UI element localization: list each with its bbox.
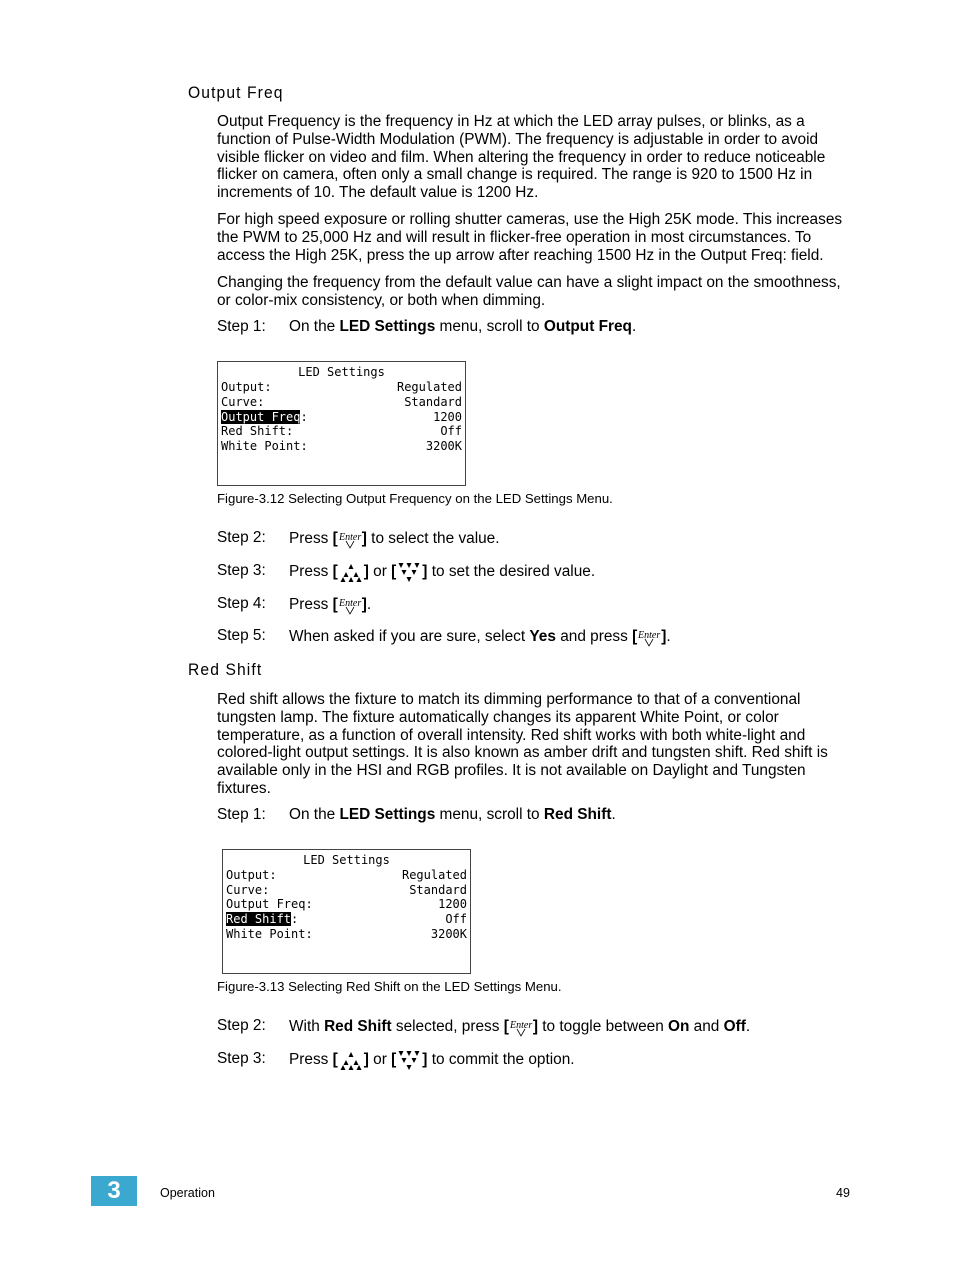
svg-text:Enter: Enter bbox=[509, 1020, 533, 1031]
paragraph: Changing the frequency from the default value can have a slight impact on the smoothness, or color-mix consistency, or both when dimming. bbox=[217, 274, 841, 309]
lcd-row bbox=[226, 868, 467, 883]
svg-text:Enter: Enter bbox=[338, 598, 361, 609]
lcd-row-selected bbox=[221, 410, 462, 425]
page-number: 49 bbox=[836, 1186, 850, 1200]
step-3 bbox=[217, 562, 857, 584]
step-2 bbox=[217, 1017, 857, 1039]
lcd-label-suffix: : bbox=[291, 912, 299, 926]
lcd-value: Standard bbox=[404, 395, 462, 409]
footer-section-name: Operation bbox=[160, 1186, 215, 1200]
up-arrow-key-icon bbox=[338, 562, 364, 582]
step-1 bbox=[217, 318, 857, 338]
step-3 bbox=[217, 1050, 857, 1072]
step-label: Step 1: bbox=[217, 318, 266, 335]
lcd-label: Output Freq: bbox=[226, 897, 313, 911]
step-2 bbox=[217, 529, 857, 551]
step-label: Step 3: bbox=[217, 562, 266, 579]
figure-caption: Figure-3.12 Selecting Output Frequency on the LED Settings Menu. bbox=[217, 491, 613, 506]
lcd-row bbox=[226, 927, 467, 942]
lcd-row bbox=[226, 897, 467, 912]
lcd-row bbox=[226, 883, 467, 898]
lcd-label-suffix: : bbox=[300, 410, 308, 424]
down-arrow-key-icon bbox=[396, 562, 422, 582]
step-text: Press [ Enter ] to select the value. bbox=[289, 530, 500, 548]
step-text: Press [ Enter ]. bbox=[289, 596, 372, 614]
lcd-title: LED Settings bbox=[298, 365, 385, 379]
lcd-row bbox=[221, 395, 462, 410]
lcd-highlighted-label: Output Freq bbox=[221, 410, 301, 424]
svg-text:Enter: Enter bbox=[338, 532, 361, 543]
section-heading-output-freq: Output Freq bbox=[188, 83, 284, 102]
figure-caption: Figure-3.13 Selecting Red Shift on the LED Settings Menu. bbox=[217, 979, 562, 994]
lcd-screen-led-settings bbox=[222, 849, 471, 974]
enter-key-icon bbox=[338, 529, 362, 549]
lcd-row bbox=[221, 424, 462, 439]
lcd-screen-led-settings bbox=[217, 361, 466, 486]
lcd-label: Output: bbox=[226, 868, 277, 882]
step-label: Step 2: bbox=[217, 529, 266, 546]
lcd-value: Regulated bbox=[396, 380, 462, 394]
step-4 bbox=[217, 595, 857, 617]
step-label: Step 4: bbox=[217, 595, 266, 612]
lcd-label: Curve: bbox=[226, 883, 270, 897]
lcd-row bbox=[221, 439, 462, 454]
chapter-number-badge: 3 bbox=[91, 1176, 137, 1206]
lcd-label: Curve: bbox=[221, 395, 265, 409]
step-text: With Red Shift selected, press [ Enter ] to toggle between On and Off. bbox=[289, 1018, 751, 1036]
lcd-label: White Point: bbox=[221, 439, 308, 453]
lcd-label: Output: bbox=[221, 380, 272, 394]
step-text: When asked if you are sure, select Yes and press [ Enter ]. bbox=[289, 628, 671, 646]
paragraph: Output Frequency is the frequency in Hz at which the LED array pulses, or blinks, as a function of Pulse-Width Modulation (PWM). The frequency is adjustable in order to avoid visible flicker on video and film. When altering the frequency in order to reduce noticeable flicker on camera, often only a small change is required. The range is 920 to 1500 Hz in increments of 10. The default value is 1200 Hz. bbox=[217, 113, 826, 202]
lcd-value: Regulated bbox=[401, 868, 467, 882]
lcd-value: 1200 bbox=[433, 410, 462, 424]
lcd-value: Off bbox=[440, 424, 462, 438]
enter-key-icon bbox=[637, 627, 661, 647]
paragraph: For high speed exposure or rolling shutter cameras, use the High 25K mode. This increases the PWM to 25,000 Hz and will result in flicker-free operation in most circumstances. To access the High 25K, press the up arrow after reaching 1500 Hz in the Output Freq: field. bbox=[217, 211, 843, 264]
lcd-row-selected bbox=[226, 912, 467, 927]
enter-key-icon bbox=[338, 595, 362, 615]
step-text: Press [ ] or [ ] to set the desired value. bbox=[289, 563, 596, 581]
paragraph: Red shift allows the fixture to match its dimming performance to that of a conventional tungsten lamp. The fixture automatically changes its apparent White Point, or color temperature, as a function of overall intensity. Red shift works with both white-light and colored-light output settings. It is also known as amber drift and tungsten shift. Red shift is available only in the HSI and RGB profiles. It is not available on Daylight and Tungsten fixtures. bbox=[217, 691, 828, 797]
step-text: On the LED Settings menu, scroll to Output Freq. bbox=[289, 318, 637, 335]
down-arrow-key-icon bbox=[396, 1050, 422, 1070]
lcd-row bbox=[221, 380, 462, 395]
step-label: Step 1: bbox=[217, 806, 266, 823]
lcd-highlighted-label: Red Shift bbox=[226, 912, 292, 926]
step-5 bbox=[217, 627, 857, 649]
step-text: Press [ ] or [ ] to commit the option. bbox=[289, 1051, 575, 1069]
section-heading-red-shift: Red Shift bbox=[188, 660, 263, 679]
step-label: Step 2: bbox=[217, 1017, 266, 1034]
step-text: On the LED Settings menu, scroll to Red Shift. bbox=[289, 806, 616, 823]
lcd-value: Standard bbox=[409, 883, 467, 897]
lcd-value: 3200K bbox=[425, 439, 462, 453]
enter-key-icon bbox=[509, 1017, 533, 1037]
lcd-value: Off bbox=[445, 912, 467, 926]
lcd-value: 3200K bbox=[430, 927, 467, 941]
lcd-label: White Point: bbox=[226, 927, 313, 941]
step-label: Step 3: bbox=[217, 1050, 266, 1067]
up-arrow-key-icon bbox=[338, 1050, 364, 1070]
step-1 bbox=[217, 806, 857, 826]
step-label: Step 5: bbox=[217, 627, 266, 644]
svg-text:Enter: Enter bbox=[638, 630, 661, 641]
lcd-title: LED Settings bbox=[303, 853, 390, 867]
lcd-value: 1200 bbox=[438, 897, 467, 911]
lcd-label: Red Shift: bbox=[221, 424, 294, 438]
